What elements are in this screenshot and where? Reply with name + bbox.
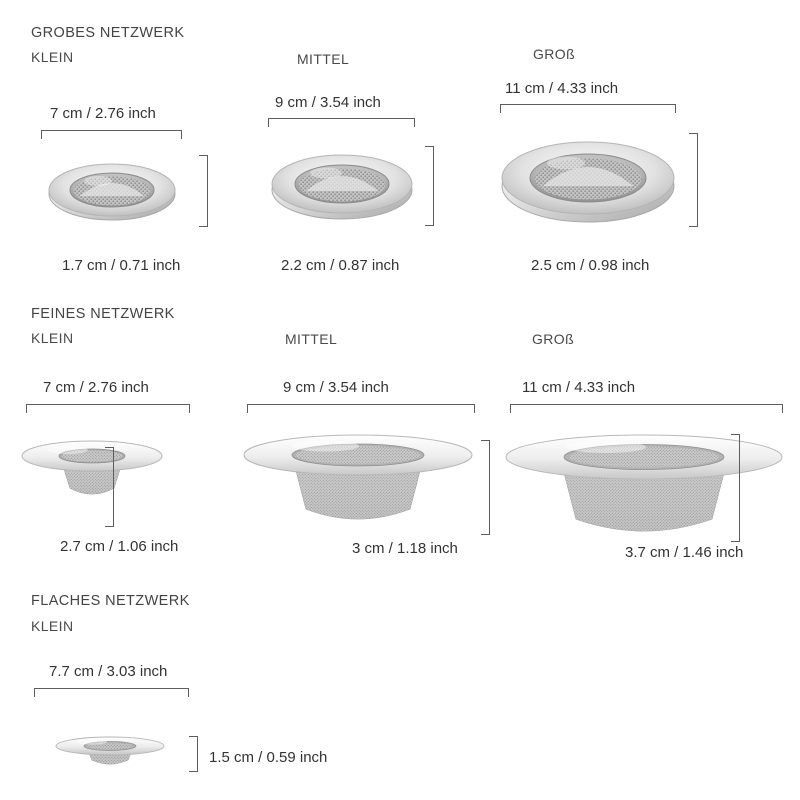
measurement-bracket-horizontal-icon (510, 404, 783, 413)
width-text-flat-small: 7.7 cm / 3.03 inch (49, 663, 168, 680)
size-label-flat-small: KLEIN (31, 618, 74, 634)
width-text-coarse-large: 11 cm / 4.33 inch (505, 80, 619, 97)
measurement-bracket-horizontal-icon (34, 688, 189, 697)
height-text-flat-small: 1.5 cm / 0.59 inch (209, 749, 328, 766)
sink-strainer-coarse-mesh-icon (266, 137, 418, 229)
sink-strainer-coarse-mesh-icon (40, 148, 184, 228)
sink-strainer-fine-mesh-icon (240, 415, 484, 533)
height-text-fine-medium: 3 cm / 1.18 inch (352, 540, 458, 557)
measurement-bracket-vertical-icon (105, 447, 114, 527)
width-text-coarse-small: 7 cm / 2.76 inch (50, 105, 156, 122)
height-text-coarse-small: 1.7 cm / 0.71 inch (62, 257, 181, 274)
measurement-bracket-vertical-icon (425, 146, 434, 226)
measurement-bracket-horizontal-icon (26, 404, 190, 413)
size-label-fine-large: GROß (532, 331, 575, 347)
measurement-bracket-horizontal-icon (268, 118, 415, 127)
group-title-fine-mesh: FEINES NETZWERK (31, 306, 175, 322)
width-text-coarse-medium: 9 cm / 3.54 inch (275, 94, 381, 111)
size-label-coarse-medium: MITTEL (297, 51, 350, 67)
measurement-bracket-horizontal-icon (500, 104, 676, 113)
size-label-fine-small: KLEIN (31, 330, 74, 346)
measurement-bracket-vertical-icon (731, 434, 740, 542)
sink-strainer-coarse-mesh-icon (496, 122, 680, 232)
width-text-fine-large: 11 cm / 4.33 inch (522, 379, 636, 396)
measurement-bracket-vertical-icon (199, 155, 208, 227)
width-text-fine-small: 7 cm / 2.76 inch (43, 379, 149, 396)
measurement-bracket-vertical-icon (689, 133, 698, 227)
measurement-bracket-vertical-icon (189, 736, 198, 772)
measurement-bracket-horizontal-icon (247, 404, 475, 413)
size-label-coarse-small: KLEIN (31, 49, 74, 65)
width-text-fine-medium: 9 cm / 3.54 inch (283, 379, 389, 396)
height-text-fine-small: 2.7 cm / 1.06 inch (60, 538, 179, 555)
size-label-coarse-large: GROß (533, 46, 576, 62)
measurement-bracket-horizontal-icon (41, 130, 182, 139)
group-title-coarse-mesh: GROBES NETZWERK (31, 25, 185, 41)
height-text-fine-large: 3.7 cm / 1.46 inch (625, 544, 744, 561)
sink-strainer-flat-mesh-icon (52, 728, 172, 776)
height-text-coarse-large: 2.5 cm / 0.98 inch (531, 257, 650, 274)
measurement-bracket-vertical-icon (481, 440, 490, 535)
group-title-flat-mesh: FLACHES NETZWERK (31, 593, 190, 609)
height-text-coarse-medium: 2.2 cm / 0.87 inch (281, 257, 400, 274)
sink-strainer-fine-mesh-icon (502, 415, 792, 543)
size-label-fine-medium: MITTEL (285, 331, 338, 347)
